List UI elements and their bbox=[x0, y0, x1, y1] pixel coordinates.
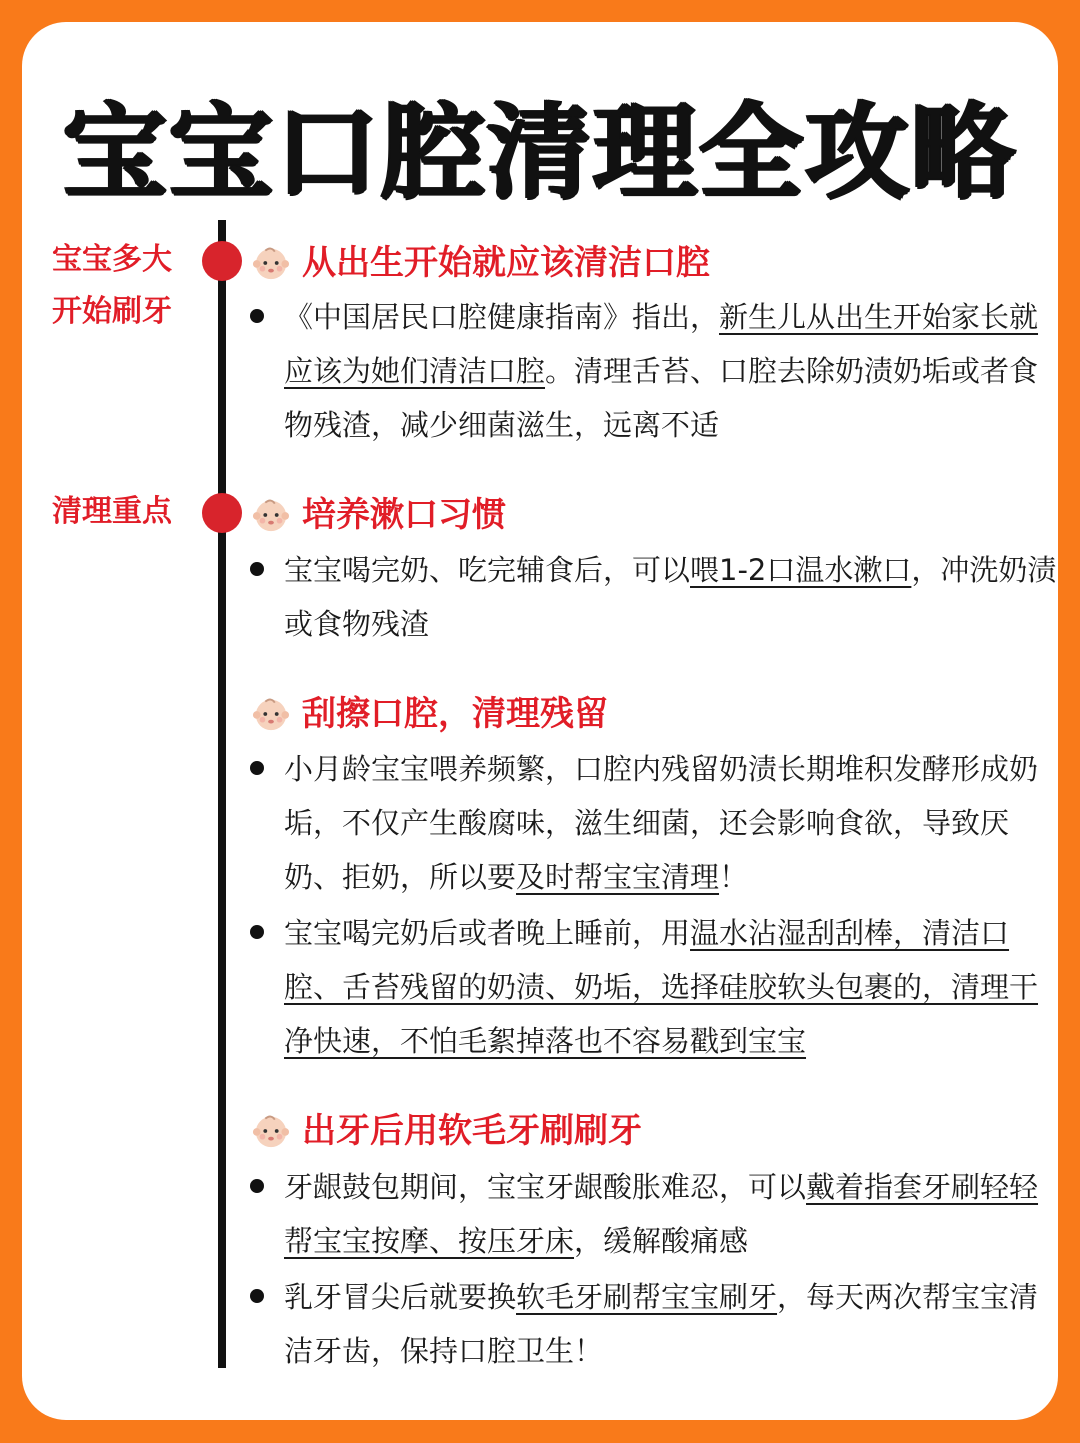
section-title-2 bbox=[252, 489, 506, 541]
bullet-emphasis: 温水沾湿刮刮棒，清洁口腔、舌苔残留的奶渍、奶垢，选择硅胶软头包裹的，清理干净快速，不怕毛絮掉落也不容易戳到宝宝 bbox=[284, 916, 1039, 1058]
section-title-4-text: 出牙后用软毛牙刷刷牙 bbox=[302, 1111, 642, 1151]
side-label-age-line1: 宝宝多大 bbox=[52, 242, 172, 277]
bullet-emphasis: 戴着指套牙刷轻轻帮宝宝按摩、按压牙床 bbox=[284, 1170, 1039, 1258]
section-title-1 bbox=[252, 237, 710, 289]
bullet-dot bbox=[250, 1289, 264, 1303]
bullet-text: ！ bbox=[719, 860, 749, 894]
bullet-text: 《中国居民口腔健康指南》指出， bbox=[284, 300, 720, 334]
baby-face-icon bbox=[252, 1112, 290, 1150]
side-label-focus: 清理重点 bbox=[52, 494, 172, 529]
bullet-text: ，缓解酸痛感 bbox=[574, 1224, 749, 1258]
bullet-dot bbox=[250, 562, 264, 576]
bullet-text: 小月龄宝宝喂养频繁，口腔内残留奶渍长期堆积发酵形成奶垢，不仅产生酸腐味，滋生细菌，还会影响食欲，导致厌奶、拒奶，所以要 bbox=[284, 752, 1039, 894]
list-item bbox=[250, 906, 1058, 1068]
bullet-emphasis: 及时帮宝宝清理 bbox=[516, 860, 720, 894]
list-item bbox=[250, 1160, 1058, 1268]
bullet-dot bbox=[250, 1179, 264, 1193]
bullet-emphasis: 喂1-2口温水漱口 bbox=[690, 553, 912, 587]
list-item bbox=[250, 742, 1058, 904]
bullet-text: 宝宝喝完奶后或者晚上睡前，用 bbox=[284, 916, 691, 950]
bullet-dot bbox=[250, 925, 264, 939]
section-title-2-text: 培养漱口习惯 bbox=[302, 495, 506, 535]
section-title-1-text: 从出生开始就应该清洁口腔 bbox=[302, 243, 710, 283]
content-card bbox=[22, 22, 1058, 1420]
bullet-emphasis: 软毛牙刷帮宝宝刷牙 bbox=[516, 1280, 778, 1314]
bullet-text: ，冲洗奶渍或食物残渣 bbox=[284, 553, 1057, 641]
section-title-3-text: 刮擦口腔，清理残留 bbox=[302, 694, 608, 734]
bullet-text: 牙龈鼓包期间，宝宝牙龈酸胀难忍，可以 bbox=[284, 1170, 807, 1204]
bullet-dot bbox=[250, 309, 264, 323]
bullet-text: 宝宝喝完奶、吃完辅食后，可以 bbox=[284, 553, 691, 587]
bullet-dot bbox=[250, 761, 264, 775]
bullet-text: ，每天两次帮宝宝清洁牙齿，保持口腔卫生！ bbox=[284, 1280, 1039, 1368]
baby-face-icon bbox=[252, 496, 290, 534]
section-title-4 bbox=[252, 1105, 642, 1157]
bullet-text: 。清理舌苔、口腔去除奶渍奶垢或者食物残渣，减少细菌滋生，远离不适 bbox=[284, 354, 1039, 442]
timeline-dot-2 bbox=[202, 493, 242, 533]
timeline-dot-1 bbox=[202, 241, 242, 281]
bullet-emphasis: 新生儿从出生开始家长就应该为她们清洁口腔 bbox=[284, 300, 1039, 388]
timeline-line bbox=[218, 220, 226, 1368]
side-label-age bbox=[52, 234, 192, 338]
page-title: 宝宝口腔清理全攻略 bbox=[62, 91, 1017, 213]
section-title-3 bbox=[252, 688, 608, 740]
side-label-age-line2: 开始刷牙 bbox=[52, 294, 172, 329]
list-item bbox=[250, 1270, 1058, 1378]
baby-face-icon bbox=[252, 244, 290, 282]
bullet-text: 乳牙冒尖后就要换 bbox=[284, 1280, 517, 1314]
list-item bbox=[250, 290, 1058, 452]
list-item bbox=[250, 543, 1058, 651]
baby-face-icon bbox=[252, 695, 290, 733]
